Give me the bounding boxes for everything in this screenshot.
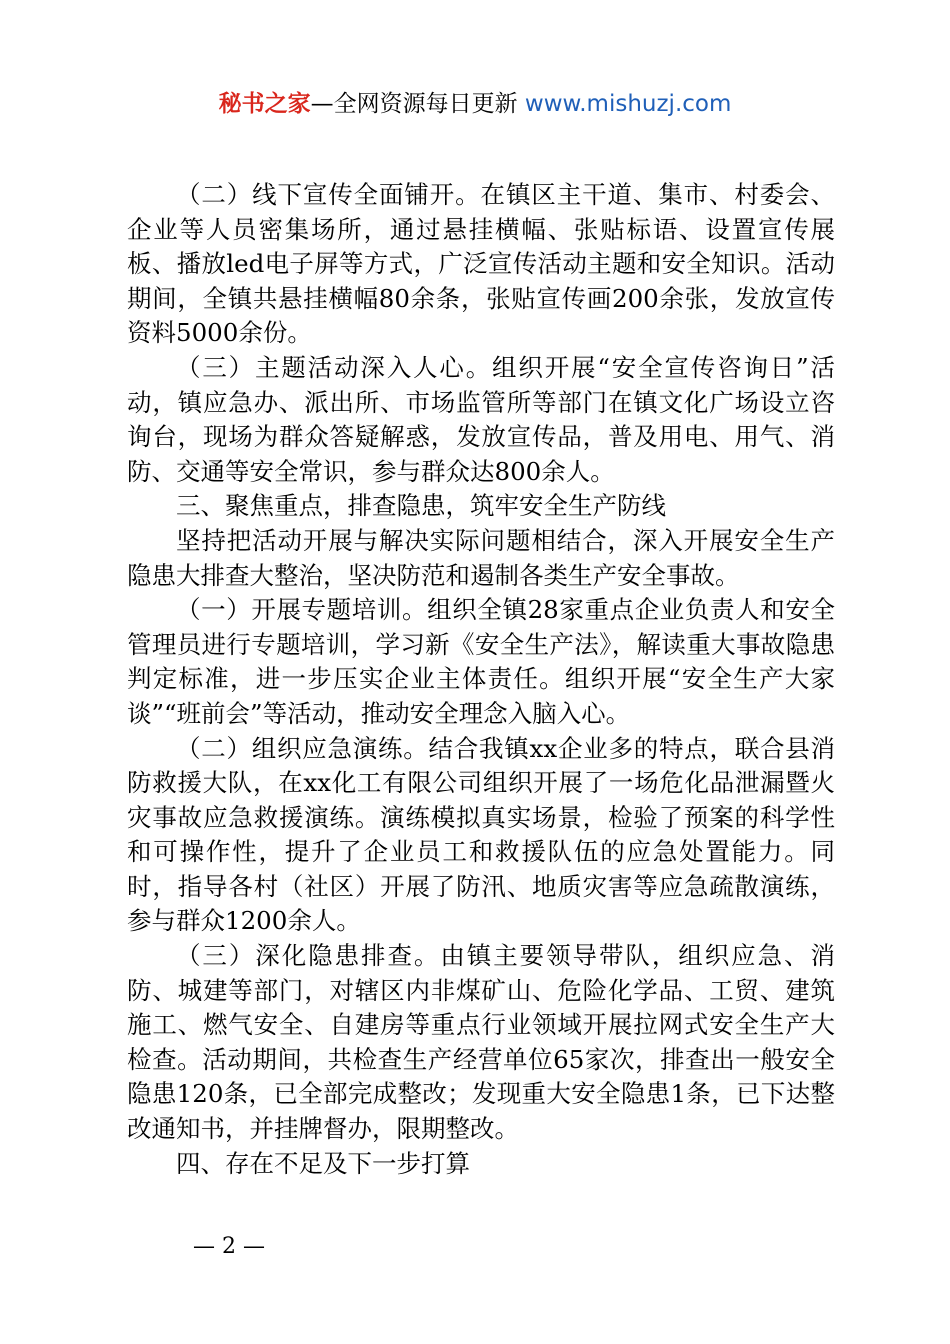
paragraph: （三）主题活动深入人心。组织开展“安全宣传咨询日”活动，镇应急办、派出所、市场监管所等部门在镇文化广场设立咨询台，现场为群众答疑解惑，发放宣传品，普及用电、用气、消防、交通等安全常识，参与群众达800余人。 [127, 352, 835, 486]
document-body [127, 178, 835, 1181]
header-url-link[interactable]: www.mishuzj.com [524, 91, 732, 117]
paragraph: （三）深化隐患排查。由镇主要领导带队，组织应急、消防、城建等部门，对辖区内非煤矿山、危险化学品、工贸、建筑施工、燃气安全、自建房等重点行业领域开展拉网式安全生产大检查。活动期间，共检查生产经营单位65家次，排查出一般安全隐患120条，已全部完成整改；发现重大安全隐患1条，已下达整改通知书，并挂牌督办，限期整改。 [127, 941, 835, 1144]
section-heading: 四、存在不足及下一步打算 [176, 1148, 470, 1178]
section-heading: 三、聚焦重点，排查隐患，筑牢安全生产防线 [176, 491, 666, 521]
site-header [0, 86, 950, 122]
header-brand: 秘书之家 [218, 91, 311, 117]
paragraph: 坚持把活动开展与解决实际问题相结合，深入开展安全生产隐患大排查大整治，坚决防范和遏制各类生产安全事故。 [127, 525, 835, 590]
paragraph: （二）组织应急演练。结合我镇xx企业多的特点，联合县消防救援大队，在xx化工有限公司组织开展了一场危化品泄漏暨火灾事故应急救援演练。演练模拟真实场景，检验了预案的科学性和可操作性，提升了企业员工和救援队伍的应急处置能力。同时，指导各村（社区）开展了防汛、地质灾害等应急疏散演练，参与群众1200余人。 [127, 733, 835, 936]
paragraph: （一）开展专题培训。组织全镇28家重点企业负责人和安全管理员进行专题培训，学习新《安全生产法》，解读重大事故隐患判定标准，进一步压实企业主体责任。组织开展“安全生产大家谈”“班前会”等活动，推动安全理念入脑入心。 [127, 595, 835, 728]
paragraph: （二）线下宣传全面铺开。在镇区主干道、集市、村委会、企业等人员密集场所，通过悬挂横幅、张贴标语、设置宣传展板、播放led电子屏等方式，广泛宣传活动主题和安全知识。活动期间，全镇共悬挂横幅80余条，张贴宣传画200余张，发放宣传资料5000余份。 [127, 180, 835, 348]
header-slogan: —全网资源每日更新 [310, 91, 525, 117]
page-number: — 2 — [193, 1234, 265, 1259]
